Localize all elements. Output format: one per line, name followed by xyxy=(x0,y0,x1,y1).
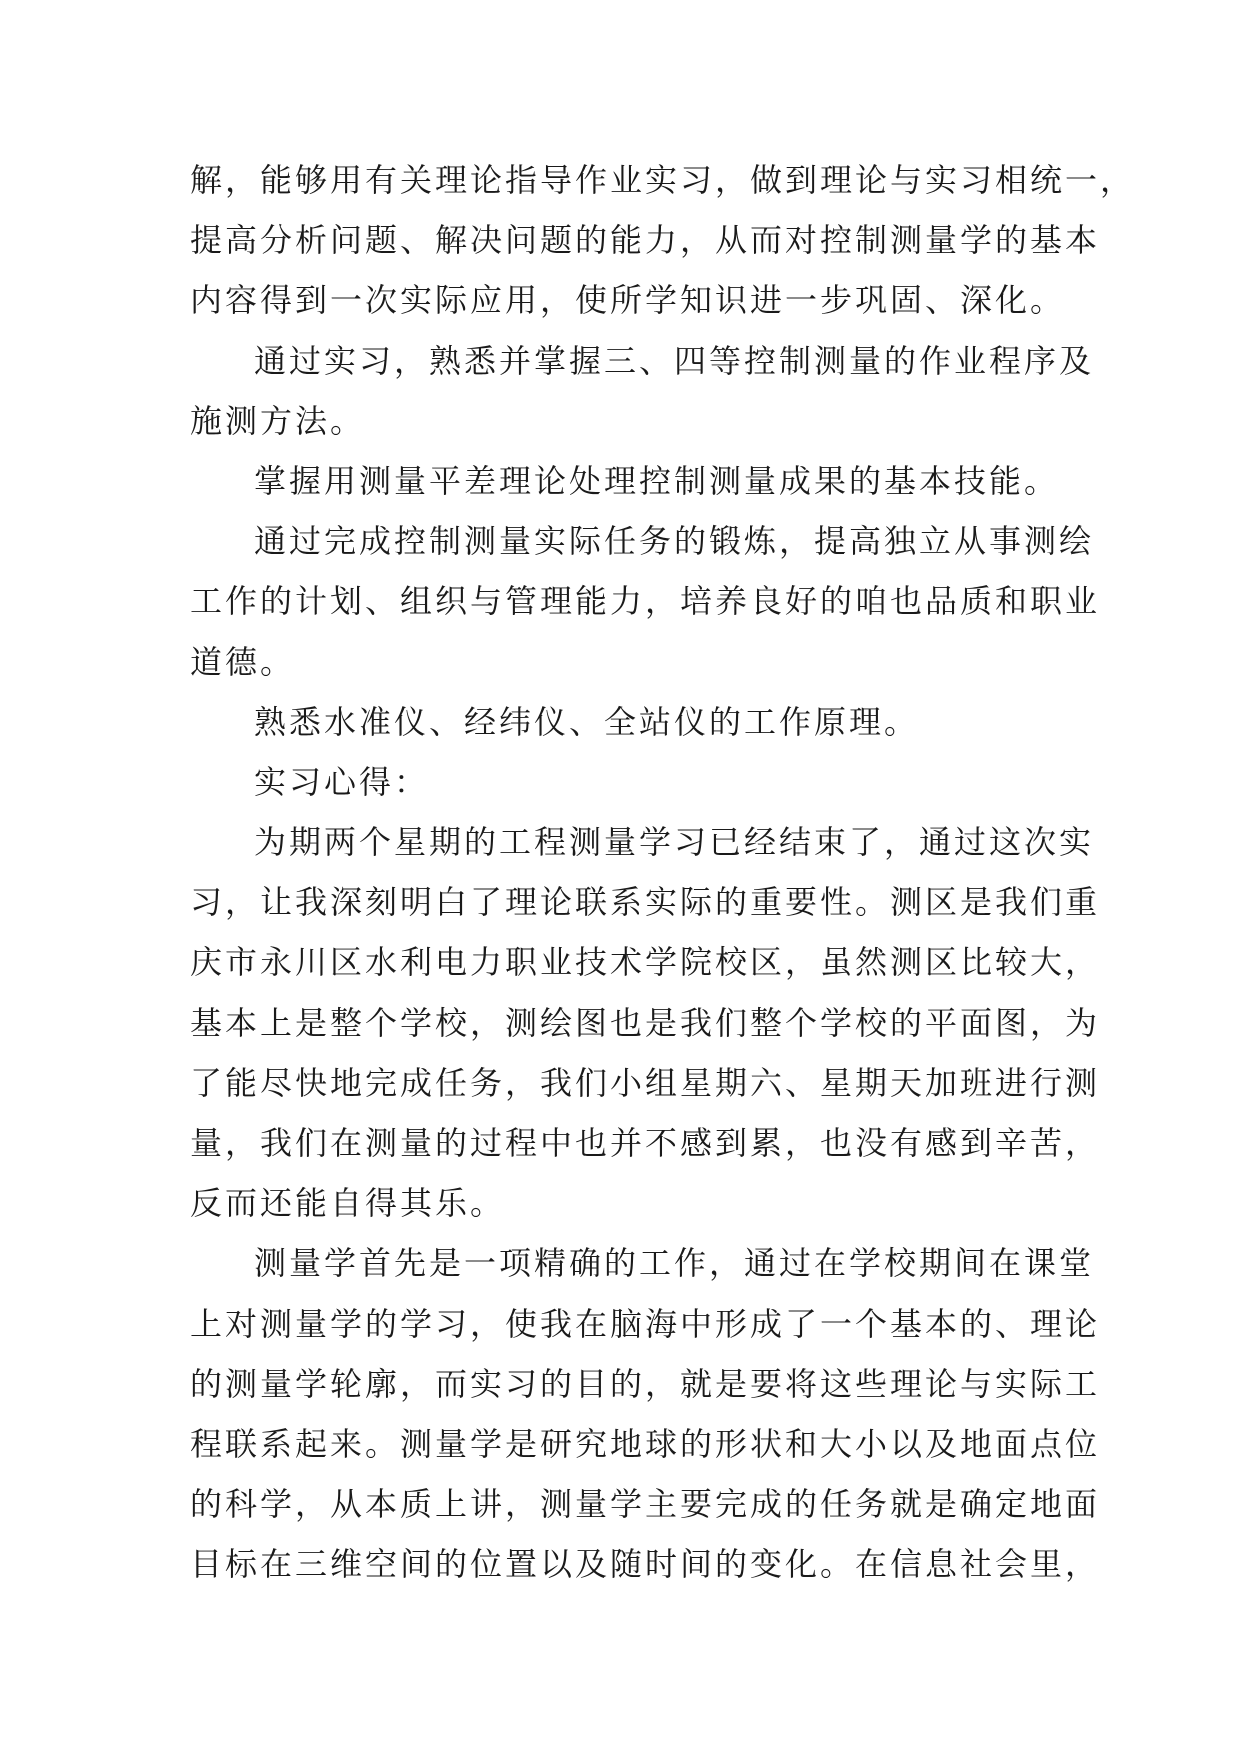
text-line: 的测量学轮廓，而实习的目的，就是要将这些理论与实际工 xyxy=(190,1364,1101,1403)
text-line: 为期两个星期的工程测量学习已经结束了，通过这次实 xyxy=(254,823,1095,862)
text-line: 反而还能自得其乐。 xyxy=(190,1184,506,1223)
text-line: 习，让我深刻明白了理论联系实际的重要性。测区是我们重 xyxy=(190,883,1101,922)
body-text xyxy=(190,150,1136,1595)
text-line: 的科学，从本质上讲，测量学主要完成的任务就是确定地面 xyxy=(190,1485,1101,1524)
text-line: 道德。 xyxy=(190,642,296,681)
text-line: 测量学首先是一项精确的工作，通过在学校期间在课堂 xyxy=(254,1244,1095,1283)
text-line: 内容得到一次实际应用，使所学知识进一步巩固、深化。 xyxy=(190,281,1066,320)
text-line: 目标在三维空间的位置以及随时间的变化。在信息社会里， xyxy=(190,1545,1101,1584)
text-line: 上对测量学的学习，使我在脑海中形成了一个基本的、理论 xyxy=(190,1304,1101,1343)
text-line: 施测方法。 xyxy=(190,401,366,440)
text-line: 程联系起来。测量学是研究地球的形状和大小以及地面点位 xyxy=(190,1424,1101,1463)
text-line: 庆市永川区水利电力职业技术学院校区，虽然测区比较大， xyxy=(190,943,1101,982)
text-line: 了能尽快地完成任务，我们小组星期六、星期天加班进行测 xyxy=(190,1063,1101,1102)
text-line: 解，能够用有关理论指导作业实习，做到理论与实习相统一， xyxy=(190,161,1136,199)
text-line: 掌握用测量平差理论处理控制测量成果的基本技能。 xyxy=(254,461,1060,500)
text-line: 通过完成控制测量实际任务的锻炼，提高独立从事测绘 xyxy=(254,522,1095,561)
section-heading: 实习心得： xyxy=(254,762,430,801)
text-line: 熟悉水准仪、经纬仪、全站仪的工作原理。 xyxy=(254,702,920,741)
text-line: 量，我们在测量的过程中也并不感到累，也没有感到辛苦， xyxy=(190,1124,1101,1162)
text-line: 工作的计划、组织与管理能力，培养良好的咱也品质和职业 xyxy=(190,582,1101,621)
text-line: 基本上是整个学校，测绘图也是我们整个学校的平面图，为 xyxy=(190,1003,1101,1042)
text-line: 通过实习，熟悉并掌握三、四等控制测量的作业程序及 xyxy=(254,341,1095,380)
text-line: 提高分析问题、解决问题的能力，从而对控制测量学的基本 xyxy=(190,221,1101,260)
